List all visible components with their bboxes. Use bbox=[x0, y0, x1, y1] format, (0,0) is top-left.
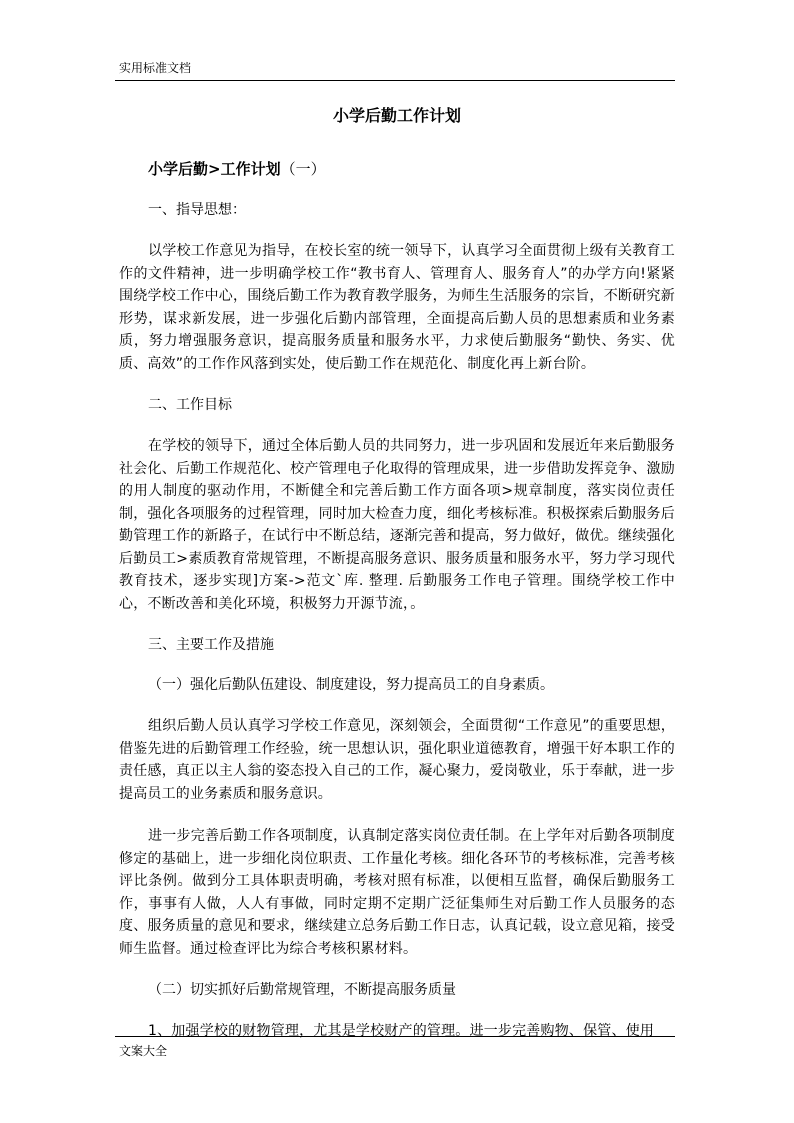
section-heading: 一、指导思想： bbox=[148, 202, 246, 218]
section-heading: （二）切实抓好后勤常规管理，不断提高服务质量 bbox=[148, 982, 456, 998]
header-divider bbox=[115, 80, 675, 81]
page-footer: 文案大全 bbox=[119, 1044, 168, 1058]
paragraph: 在学校的领导下，通过全体后勤人员的共同努力，进一步巩固和发展近年来后勤服务社会化、后勤工作规范化、校产管理电子化取得的管理成果，进一步借助发挥竞争、激励的用人制度的驱动作用，不断健全和完善后勤工作方面各项>规章制度，落实岗位责任制，强化各项服务的过程管理，同时加大检查力度，细化考核标准。积极探索后勤服务后勤管理工作的新路子，在试行中不断总结，逐渐完善和提高，努力做好，做优。继续强化后勤员工>素质教育常规管理，不断提高服务意识、服务质量和服务水平，努力学习现代教育技术，逐步实现]方案->范文`库. 整理. 后勤服务工作电子管理。围绕学校工作中心，不断改善和美化环境，积极努力开源节流，。 bbox=[119, 438, 675, 612]
section-heading: 三、主要工作及措施 bbox=[148, 637, 274, 653]
section-title bbox=[148, 158, 675, 180]
section-title-suffix: （一） bbox=[280, 160, 326, 178]
section-heading: 二、工作目标 bbox=[148, 397, 232, 413]
paragraph: 1、加强学校的财物管理，尤其是学校财产的管理。进一步完善购物、保管、使用 bbox=[148, 1023, 655, 1039]
page-header: 实用标准文档 bbox=[119, 61, 192, 75]
footer-divider bbox=[115, 1036, 675, 1037]
paragraph: 以学校工作意见为指导，在校长室的统一领导下，认真学习全面贯彻上级有关教育工作的文件精神，进一步明确学校工作“教书育人、管理育人、服务育人”的办学方向!紧紧围绕学校工作中心，围绕后勤工作为教育教学服务，为师生生活服务的宗旨，不断研究新形势，谋求新发展，进一步强化后勤内部管理，全面提高后勤人员的思想素质和业务素质，努力增强服务意识，提高服务质量和服务水平，力求使后勤服务“勤快、务实、优质、高效”的工作作风落到实处，使后勤工作在规范化、制度化再上新台阶。 bbox=[119, 243, 675, 372]
paragraph: 组织后勤人员认真学习学校工作意见，深刻领会，全面贯彻“工作意见”的重要思想，借鉴先进的后勤管理工作经验，统一思想认识，强化职业道德教育，增强干好本职工作的责任感，真正以主人翁的姿态投入自己的工作，凝心聚力，爱岗敬业，乐于奉献，进一步提高员工的业务素质和服务意识。 bbox=[119, 718, 675, 802]
section-title-main: 小学后勤>工作计划 bbox=[148, 160, 281, 178]
document-title: 小学后勤工作计划 bbox=[332, 106, 461, 125]
section-heading: （一）强化后勤队伍建设、制度建设，努力提高员工的自身素质。 bbox=[148, 677, 554, 693]
document-body bbox=[119, 104, 675, 1043]
document-blocks bbox=[119, 200, 675, 1043]
paragraph: 进一步完善后勤工作各项制度，认真制定落实岗位责任制。在上学年对后勤各项制度修定的基础上，进一步细化岗位职责、工作量化考核。细化各环节的考核标准，完善考核评比条例。做到分工具体职责明确，考核对照有标准，以便相互监督，确保后勤服务工作，事事有人做，人人有事做，同时定期不定期广泛征集师生对后勤工作人员服务的态度、服务质量的意见和要求，继续建立总务后勤工作日志，认真记载，设立意见箱，接受师生监督。通过检查评比为综合考核积累材料。 bbox=[119, 828, 675, 957]
